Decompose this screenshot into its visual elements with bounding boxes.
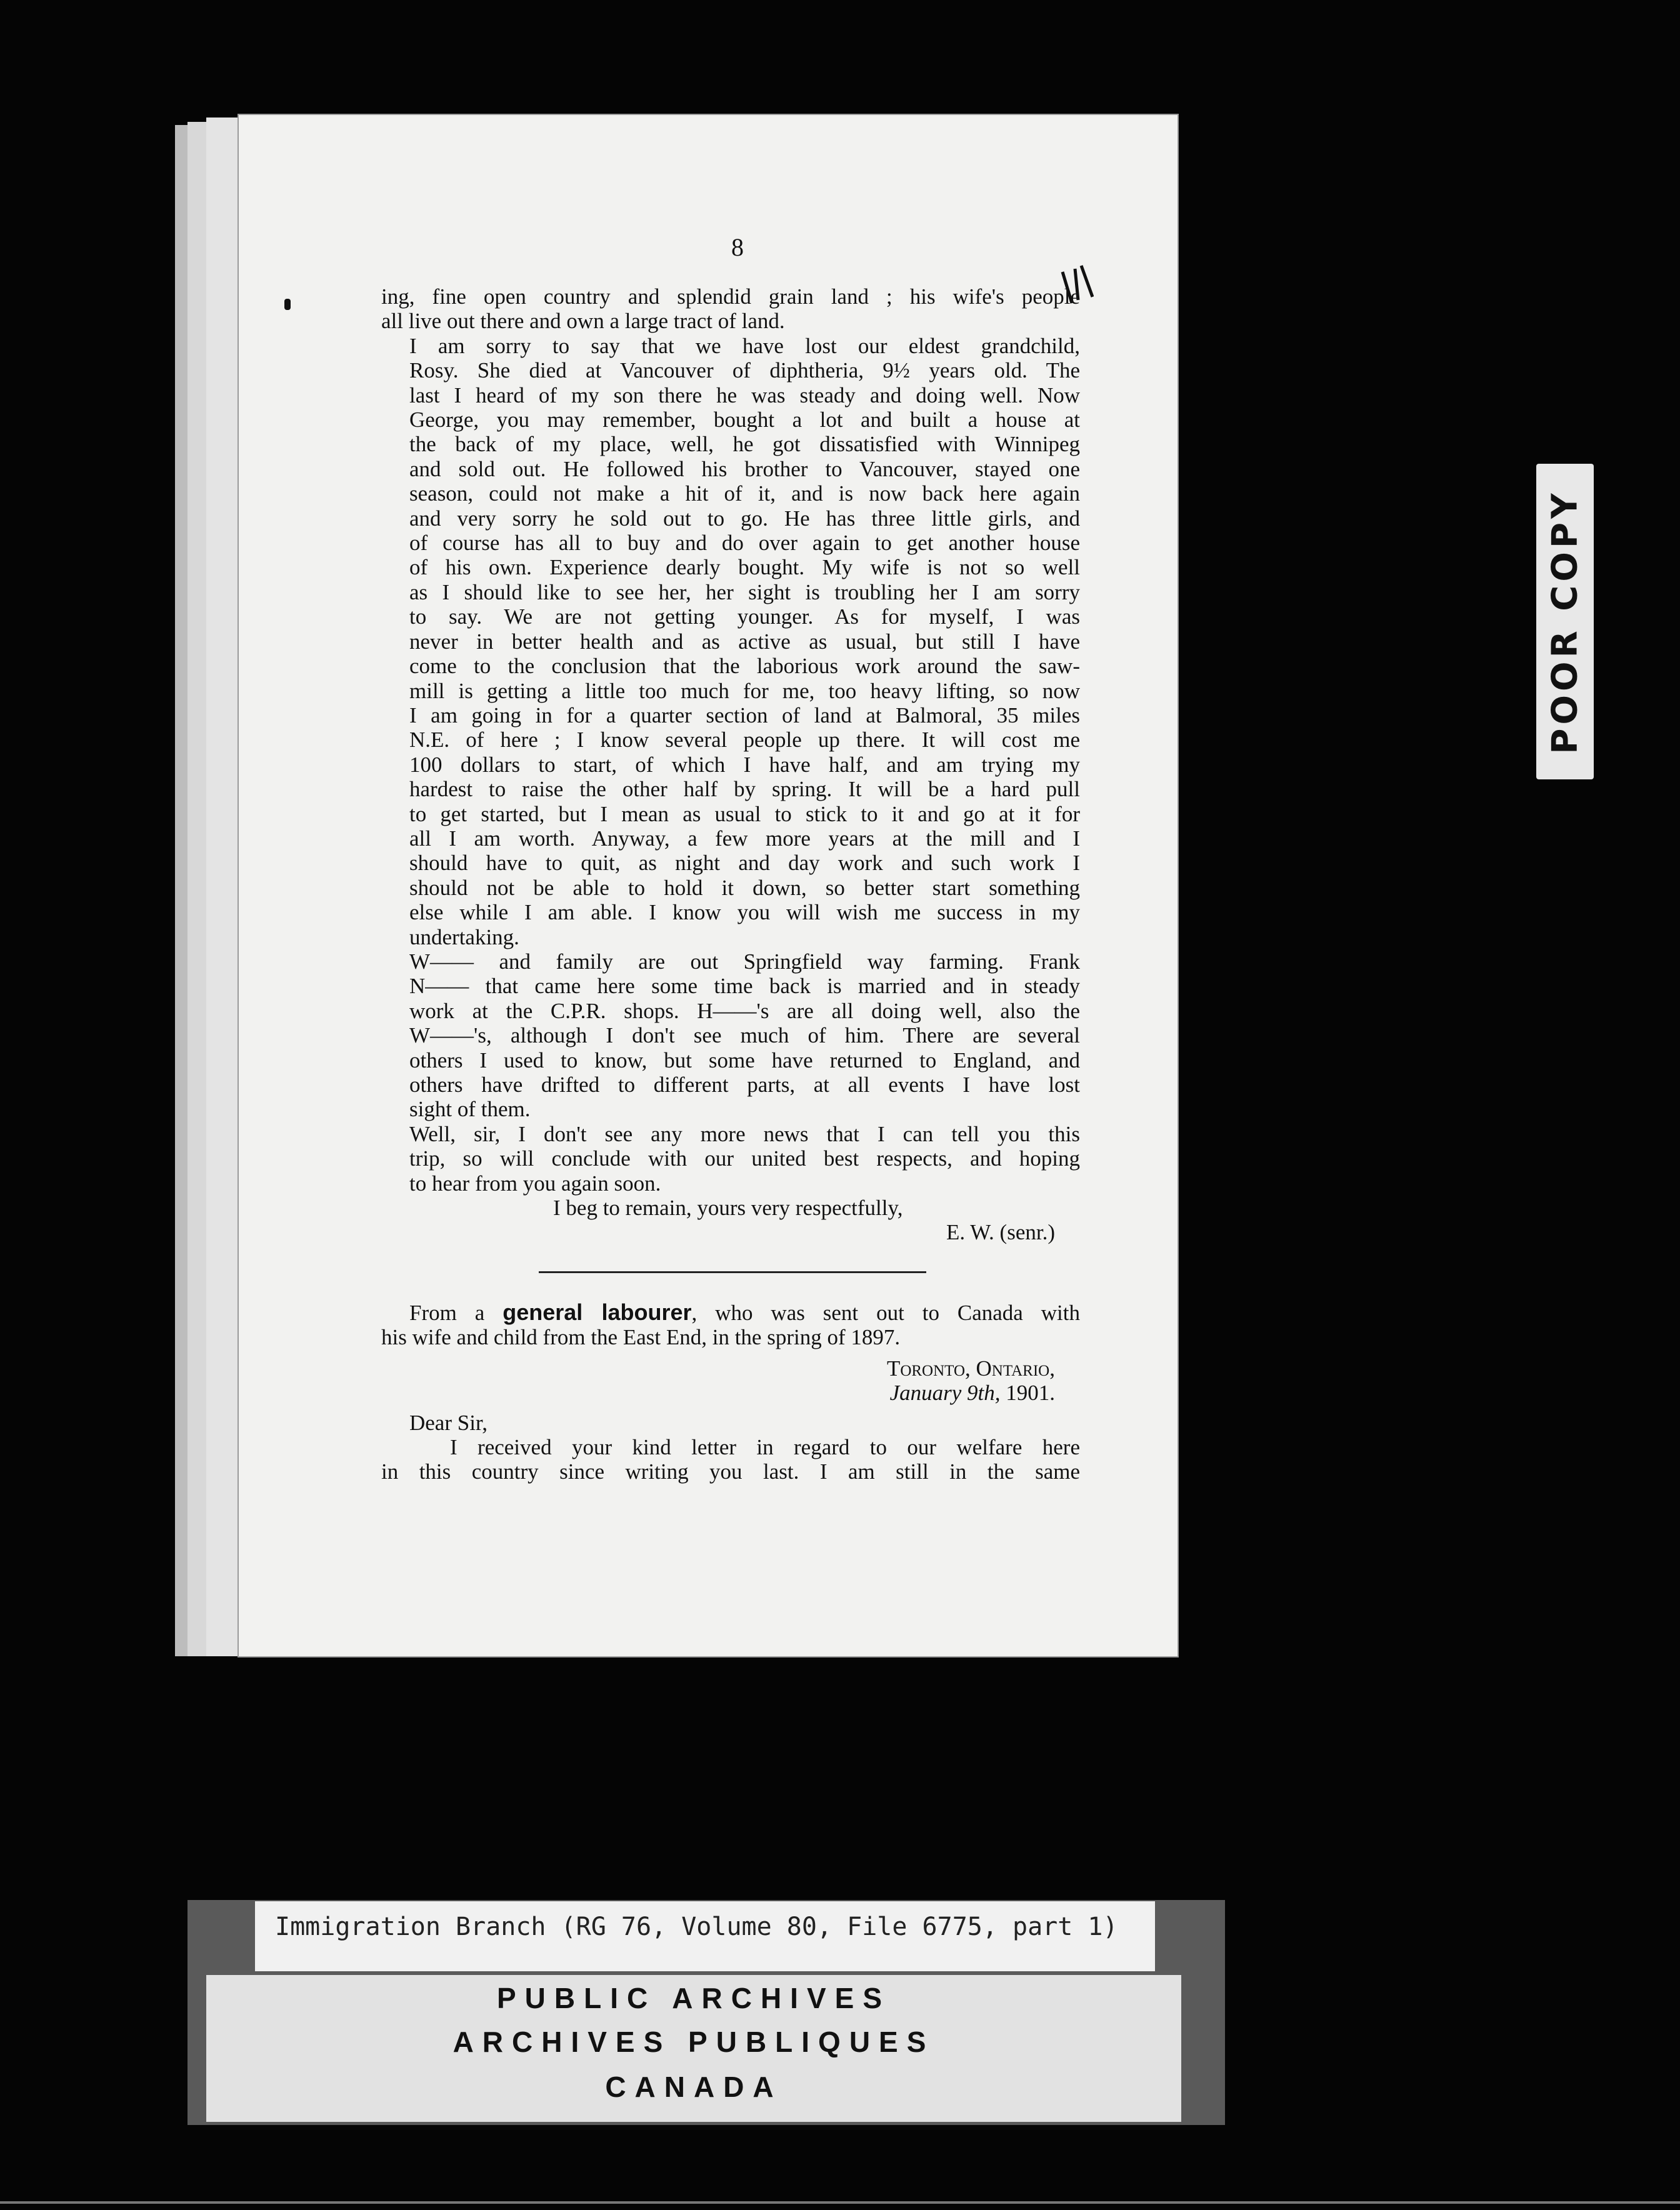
paragraph-acquaintances bbox=[381, 949, 1080, 1122]
salutation: Dear Sir, bbox=[409, 1410, 488, 1435]
letter-year: 1901. bbox=[1006, 1381, 1055, 1406]
paragraph-closing bbox=[381, 1122, 1080, 1196]
text-line: 100 dollars to start, of which I have half, and am trying my bbox=[409, 752, 1080, 777]
letter-place: Toronto, Ontario, bbox=[886, 1356, 1055, 1381]
text-line: to say. We are not getting younger. As for myself, I was bbox=[409, 604, 1080, 629]
text-line: N—— that came here some time back is married and in steady bbox=[409, 974, 1080, 999]
text-line: Well, sir, I don't see any more news that I can tell you this bbox=[409, 1121, 1080, 1146]
text-line: in this country since writing you last. I am still in the same bbox=[381, 1459, 1080, 1484]
stamp-text: POOR COPY bbox=[1544, 489, 1586, 754]
archive-country: CANADA bbox=[605, 2071, 782, 2103]
intro-prefix: From a bbox=[409, 1301, 503, 1325]
closing-line: I beg to remain, yours very respectfully, bbox=[553, 1196, 903, 1221]
section-divider bbox=[539, 1271, 926, 1273]
text-line: work at the C.P.R. shops. H——'s are all doing well, also the bbox=[409, 998, 1080, 1023]
intro-rest: , who was sent out to Canada with bbox=[691, 1301, 1080, 1325]
text-line: I received your kind letter in regard to our welfare here bbox=[450, 1435, 1080, 1460]
text-line: W——'s, although I don't see much of him. There are several bbox=[409, 1023, 1080, 1048]
text-line: undertaking. bbox=[409, 924, 519, 949]
intro-line bbox=[381, 1300, 1080, 1325]
text-line: hardest to raise the other half by spring. It will be a hard pull bbox=[409, 777, 1080, 802]
text-line: should have to quit, as night and day work and such work I bbox=[409, 851, 1080, 876]
letter-date: January 9th, bbox=[889, 1381, 1001, 1406]
paragraph-continuation bbox=[381, 284, 1080, 334]
text-line: last I heard of my son there he was steady and doing well. Now bbox=[409, 382, 1080, 408]
ink-mark bbox=[284, 299, 291, 310]
intro-line-2: his wife and child from the East End, in the spring of 1897. bbox=[381, 1325, 901, 1350]
signature: E. W. (senr.) bbox=[946, 1220, 1055, 1245]
text-line: George, you may remember, bought a lot and built a house at bbox=[409, 408, 1080, 432]
intro-bold-heading: general labourer bbox=[502, 1299, 692, 1325]
text-line: trip, so will conclude with our united best respects, and hoping bbox=[409, 1146, 1080, 1171]
text-line: and very sorry he sold out to go. He has three little girls, and bbox=[409, 506, 1080, 531]
text-line: all I am worth. Anyway, a few more years at the mill and I bbox=[409, 826, 1080, 851]
paragraph-grandchild bbox=[381, 334, 1080, 949]
letter-date-line bbox=[381, 1381, 1080, 1405]
page-number: 8 bbox=[731, 233, 744, 261]
text-line: others I used to know, but some have returned to England, and bbox=[409, 1048, 1080, 1072]
text-line: mill is getting a little too much for me, too heavy lifting, so now bbox=[409, 678, 1080, 703]
text-line: to hear from you again soon. bbox=[409, 1171, 661, 1196]
archive-reference: Immigration Branch (RG 76, Volume 80, File 6775, part 1) bbox=[275, 1912, 1118, 1941]
text-line: others have drifted to different parts, at all events I have lost bbox=[409, 1072, 1080, 1097]
text-line: of his own. Experience dearly bought. My wife is not so well bbox=[409, 555, 1080, 580]
text-line: should not be able to hold it down, so better start something bbox=[409, 875, 1080, 900]
text-line: as I should like to see her, her sight is troubling her I am sorry bbox=[409, 579, 1080, 604]
text-line: of course has all to buy and do over again to get another house bbox=[409, 531, 1080, 556]
text-line: to get started, but I mean as usual to stick to it and go at it for bbox=[409, 801, 1080, 826]
text-line: I am sorry to say that we have lost our eldest grandchild, bbox=[409, 333, 1080, 358]
text-line: all live out there and own a large tract of land. bbox=[381, 309, 785, 334]
poor-copy-stamp bbox=[1536, 464, 1594, 779]
bottom-rule bbox=[0, 2201, 1680, 2204]
text-line: ing, fine open country and splendid grain land ; his wife's people bbox=[381, 284, 1080, 309]
text-line: season, could not make a hit of it, and is now back here again bbox=[409, 481, 1080, 506]
archive-name-fr: ARCHIVES PUBLIQUES bbox=[452, 2026, 935, 2058]
text-line: sight of them. bbox=[409, 1097, 531, 1122]
text-line: I am going in for a quarter section of land at Balmoral, 35 miles bbox=[409, 702, 1080, 728]
text-line: N.E. of here ; I know several people up there. It will cost me bbox=[409, 728, 1080, 752]
letter-one-text bbox=[381, 284, 1080, 1245]
text-line: come to the conclusion that the laborious work around the saw- bbox=[409, 654, 1080, 679]
archive-name-en: PUBLIC ARCHIVES bbox=[497, 1982, 891, 2014]
letter-two-text bbox=[381, 1300, 1080, 1484]
text-line: and sold out. He followed his brother to Vancouver, stayed one bbox=[409, 456, 1080, 481]
text-line: Rosy. She died at Vancouver of diphtheria, 9½ years old. The bbox=[409, 358, 1080, 383]
text-line: the back of my place, well, he got dissatisfied with Winnipeg bbox=[409, 432, 1080, 457]
text-line: never in better health and as active as usual, but still I have bbox=[409, 629, 1080, 654]
text-line: W—— and family are out Springfield way farming. Frank bbox=[409, 949, 1080, 974]
text-line: else while I am able. I know you will wish me success in my bbox=[409, 900, 1080, 925]
